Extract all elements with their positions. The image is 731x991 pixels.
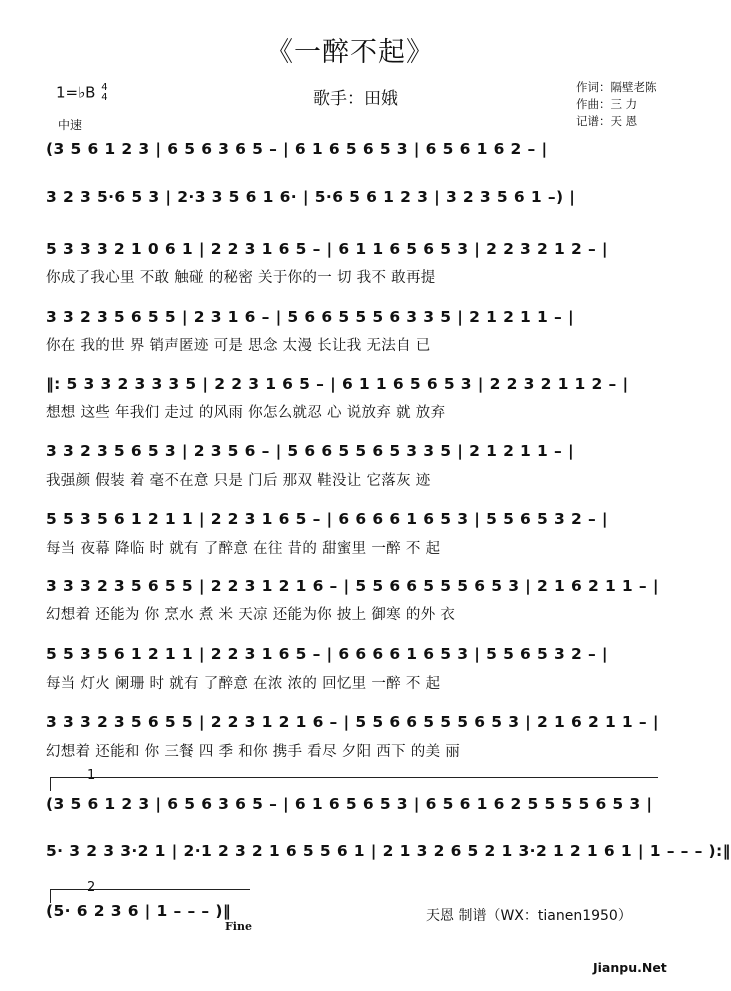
lyric-row-5: 想想 这些 年我们 走过 的风雨 你怎么就忍 心 说放弃 就 放弃 [46,405,446,421]
site-watermark: Jianpu.Net [593,960,667,975]
notation-row-13: (5· 6 2 3 6 | 1 – – – )‖ [46,902,231,920]
time-bottom: 4 [101,92,108,103]
notation-row-7: 5 5 3 5 6 1 2 1 1 | 2 2 3 1 6 5 – | 6 6 6 6 1 6 5 3 | 5 5 6 5 3 2 – | [46,510,608,528]
volta-1-bracket [50,777,658,778]
lyric-row-8: 幻想着 还能为 你 烹水 煮 米 天凉 还能为你 披上 御寒 的外 衣 [46,607,456,623]
notation-row-6: 3 3 2 3 5 6 5 3 | 2 3 5 6 – | 5 6 6 5 5 6 5 3 3 5 | 2 1 2 1 1 – | [46,442,575,460]
volta-2-bracket-end [50,889,51,903]
notation-row-2: 3 2 3 5·6 5 3 | 2·3 3 5 6 1 6· | 5·6 5 6 1 2 3 | 3 2 3 5 6 1 –) | [46,188,576,206]
notation-row-4: 3 3 2 3 5 6 5 5 | 2 3 1 6 – | 5 6 6 5 5 5 6 3 3 5 | 2 1 2 1 1 – | [46,308,575,326]
key-signature [56,83,108,103]
fine-marking: Fine [225,920,252,933]
credits [576,79,657,130]
transcriber-note: 天恩 制谱（WX：tianen1950） [426,908,632,924]
lyric-row-10: 幻想着 还能和 你 三餐 四 季 和你 携手 看尽 夕阳 西下 的美 丽 [46,744,461,760]
singer-label: 歌手：田娥 [313,89,398,109]
time-top: 4 [101,82,108,93]
notation-row-1: (3 5 6 1 2 3 | 6 5 6 3 6 5 – | 6 1 6 5 6 5 3 | 6 5 6 1 6 2 – | [46,140,548,158]
volta-1-number: 1 [87,768,96,783]
notation-row-9: 5 5 3 5 6 1 2 1 1 | 2 2 3 1 6 5 – | 6 6 6 6 1 6 5 3 | 5 5 6 5 3 2 – | [46,645,608,663]
song-title: 《一醉不起》 [266,37,434,68]
lyric-row-7: 每当 夜幕 降临 时 就有 了醉意 在往 昔的 甜蜜里 一醉 不 起 [46,541,441,557]
time-signature [101,83,107,103]
tempo-marking: 中速 [58,118,83,132]
lyric-row-9: 每当 灯火 阑珊 时 就有 了醉意 在浓 浓的 回忆里 一醉 不 起 [46,676,441,692]
notation-row-3: 5 3 3 3 2 1 0 6 1 | 2 2 3 1 6 5 – | 6 1 1 6 5 6 5 3 | 2 2 3 2 1 2 – | [46,240,608,258]
notation-row-10: 3 3 3 2 3 5 6 5 5 | 2 2 3 1 2 1 6 – | 5 5 6 6 5 5 5 6 5 3 | 2 1 6 2 1 1 – | [46,713,659,731]
lyric-row-6: 我强颜 假装 着 毫不在意 只是 门后 那双 鞋没让 它落灰 迹 [46,473,431,489]
lyric-row-4: 你在 我的世 界 销声匿迹 可是 思念 太漫 长让我 无法自 已 [46,338,431,354]
composer: 作曲：三 力 [576,97,638,111]
volta-2-bracket [50,889,250,890]
volta-1-bracket-end [50,777,51,791]
notation-row-12: 5· 3 2 3 3·2 1 | 2·1 2 3 2 1 6 5 5 6 1 | 2 1 3 2 6 5 2 1 3·2 1 2 1 6 1 | 1 – – – ):‖ [46,842,731,860]
notation-row-8: 3 3 3 2 3 5 6 5 5 | 2 2 3 1 2 1 6 – | 5 5 6 6 5 5 5 6 5 3 | 2 1 6 2 1 1 – | [46,577,659,595]
lyric-row-3: 你成了我心里 不敢 触碰 的秘密 关于你的一 切 我不 敢再提 [46,270,436,286]
notation-row-5: ‖: 5 3 3 2 3 3 3 5 | 2 2 3 1 6 5 – | 6 1 1 6 5 6 5 3 | 2 2 3 2 1 1 2 – | [46,375,629,393]
key-label: 1=♭B [56,83,96,102]
notation-row-11: (3 5 6 1 2 3 | 6 5 6 3 6 5 – | 6 1 6 5 6 5 3 | 6 5 6 1 6 2 5 5 5 5 6 5 3 | [46,795,653,813]
transcriber: 记谱：天 恩 [576,114,638,128]
lyricist: 作词：隔壁老陈 [576,80,657,94]
volta-2-number: 2 [87,880,96,895]
